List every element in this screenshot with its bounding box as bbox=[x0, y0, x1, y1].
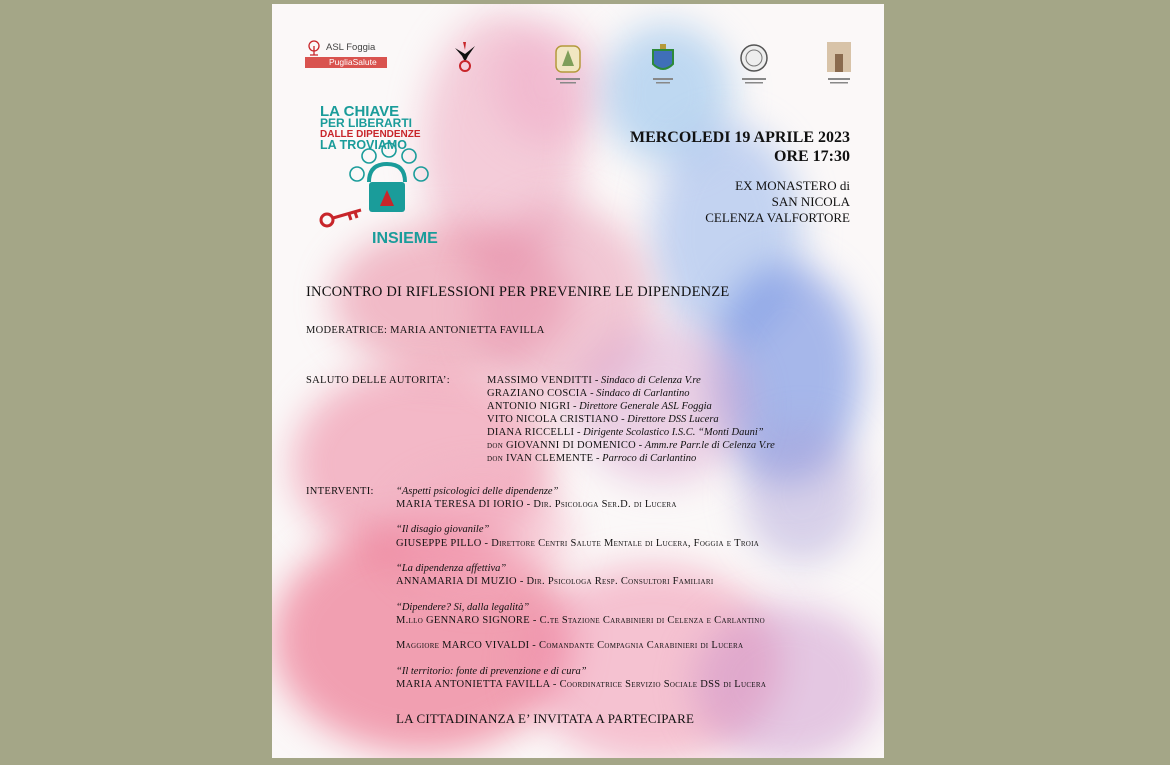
talk-topic: “Il territorio: fonte di prevenzione e di cura” bbox=[396, 666, 587, 677]
moderator: MODERATRICE: MARIA ANTONIETTA FAVILLA bbox=[306, 325, 545, 336]
list-item: VITO NICOLA CRISTIANO - Direttore DSS Lucera bbox=[487, 414, 719, 425]
asl-logo-name: ASL Foggia bbox=[326, 42, 376, 53]
list-item: ANTONIO NIGRI - Direttore Generale ASL Foggia bbox=[487, 401, 712, 412]
talk-speaker: MARIA TERESA DI IORIO - Dir. Psicologa Ser.D. di Lucera bbox=[396, 499, 677, 510]
asl-tree-icon bbox=[305, 40, 323, 56]
event-time: ORE 17:30 bbox=[774, 148, 850, 165]
talk-speaker: Maggiore MARCO VIVALDI - Comandante Compagnia Carabinieri di Lucera bbox=[396, 640, 744, 651]
list-item: don GIOVANNI DI DOMENICO - Amm.re Parr.le di Celenza V.re bbox=[487, 440, 775, 451]
talk-speaker: GIUSEPPE PILLO - Direttore Centri Salute Mentale di Lucera, Foggia e Troia bbox=[396, 538, 760, 549]
talk-topic: “Dipendere? Si, dalla legalità” bbox=[396, 602, 530, 613]
carabinieri-emblem-icon bbox=[452, 40, 478, 74]
event-date: MERCOLEDI 19 APRILE 2023 bbox=[629, 129, 850, 146]
talk-speaker: ANNAMARIA DI MUZIO - Dir. Psicologa Resp. Consultori Familiari bbox=[396, 576, 714, 587]
celenza-crest-icon bbox=[550, 40, 586, 86]
parish-carlantino-crest-icon bbox=[824, 40, 854, 88]
talk-speaker: MARIA ANTONIETTA FAVILLA - Coordinatrice Servizio Sociale DSS di Lucera bbox=[396, 679, 767, 690]
campaign-line-1: LA CHIAVE bbox=[320, 103, 400, 120]
talk-topic: “Aspetti psicologici delle dipendenze” bbox=[396, 486, 559, 497]
campaign-line-2: PER LIBERARTI bbox=[320, 116, 413, 130]
closing-invitation: LA CITTADINANZA E’ INVITATA A PARTECIPARE bbox=[396, 711, 695, 726]
event-poster bbox=[272, 4, 884, 758]
greetings-label: SALUTO DELLE AUTORITA’: bbox=[306, 375, 450, 386]
padlock-key-icon bbox=[317, 142, 467, 232]
event-venue-line-2: SAN NICOLA bbox=[771, 194, 850, 209]
parish-celenza-crest-icon bbox=[738, 42, 770, 88]
event-venue-line-1: EX MONASTERO di bbox=[735, 178, 850, 193]
list-item: MASSIMO VENDITTI - Sindaco di Celenza V.re bbox=[487, 375, 701, 386]
event-details bbox=[630, 128, 850, 226]
campaign-logo bbox=[317, 104, 477, 254]
talk-topic: “La dipendenza affettiva” bbox=[396, 563, 507, 574]
campaign-line-5: INSIEME bbox=[372, 230, 438, 247]
list-item: DIANA RICCELLI - Dirigente Scolastico I.S.C. “Monti Dauni” bbox=[487, 427, 764, 438]
campaign-line-4: LA TROVIAMO bbox=[320, 138, 408, 152]
carlantino-crest-icon bbox=[647, 42, 679, 86]
list-item: don IVAN CLEMENTE - Parroco di Carlantino bbox=[487, 453, 697, 464]
asl-logo-tagline: PugliaSalute bbox=[329, 57, 377, 67]
talk-speaker: M.llo GENNARO SIGNORE - C.te Stazione Carabinieri di Celenza e Carlantino bbox=[396, 615, 765, 626]
asl-foggia-logo bbox=[305, 40, 389, 70]
list-item: GRAZIANO COSCIA - Sindaco di Carlantino bbox=[487, 388, 690, 399]
talk-topic: “Il disagio giovanile” bbox=[396, 524, 490, 535]
event-venue-line-3: CELENZA VALFORTORE bbox=[705, 210, 850, 225]
campaign-line-3: DALLE DIPENDENZE bbox=[320, 129, 421, 140]
event-title: INCONTRO DI RIFLESSIONI PER PREVENIRE LE DIPENDENZE bbox=[306, 284, 730, 300]
talks-label: INTERVENTI: bbox=[306, 486, 374, 497]
